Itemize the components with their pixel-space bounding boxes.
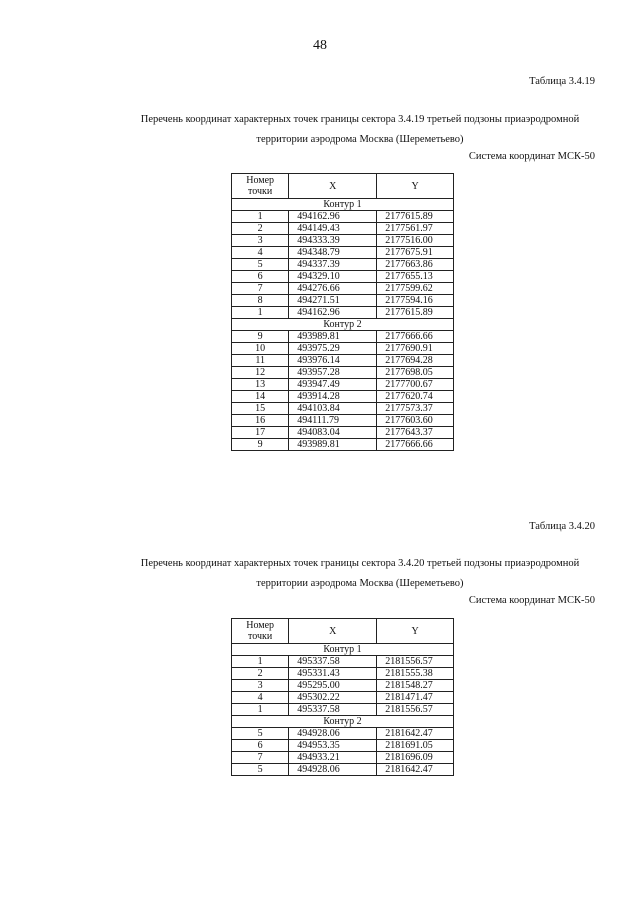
page-number: 48 [313, 38, 327, 53]
table-heading-line2: территории аэродрома Москва (Шереметьево) [256, 134, 464, 145]
y-cell: 2177666.66 [377, 439, 454, 451]
point-number-cell: 1 [232, 656, 289, 668]
table-heading [60, 110, 640, 150]
point-number-cell: 5 [232, 259, 289, 271]
x-cell: 495337.58 [289, 704, 377, 716]
x-cell: 495295.00 [289, 680, 377, 692]
coordinates-table [231, 618, 454, 776]
y-cell: 2177615.89 [377, 307, 454, 319]
x-cell: 494337.39 [289, 259, 377, 271]
point-number-cell: 2 [232, 668, 289, 680]
contour-title: Контур 2 [232, 319, 454, 331]
table-row [232, 379, 454, 391]
table-label: Таблица 3.4.20 [529, 521, 595, 532]
y-cell: 2177675.91 [377, 247, 454, 259]
table-row [232, 415, 454, 427]
y-cell: 2181471.47 [377, 692, 454, 704]
point-number-cell: 3 [232, 680, 289, 692]
point-number-cell: 10 [232, 343, 289, 355]
point-number-cell: 5 [232, 728, 289, 740]
table-row [232, 668, 454, 680]
contour-title: Контур 1 [232, 199, 454, 211]
contour-title-row [232, 716, 454, 728]
x-cell: 494333.39 [289, 235, 377, 247]
table-label: Таблица 3.4.19 [529, 76, 595, 87]
header-y: Y [377, 619, 454, 644]
x-cell: 493975.29 [289, 343, 377, 355]
point-number-cell: 3 [232, 235, 289, 247]
x-cell: 493989.81 [289, 331, 377, 343]
table-row [232, 764, 454, 776]
table-heading [60, 554, 640, 594]
y-cell: 2181696.09 [377, 752, 454, 764]
coordinates-table [231, 173, 454, 451]
y-cell: 2177700.67 [377, 379, 454, 391]
x-cell: 495331.43 [289, 668, 377, 680]
coord-system-label: Система координат МСК-50 [468, 595, 595, 606]
point-number-cell: 17 [232, 427, 289, 439]
header-point-number: Номер точки [232, 619, 289, 644]
table-row [232, 439, 454, 451]
table-row [232, 211, 454, 223]
y-cell: 2181556.57 [377, 704, 454, 716]
x-cell: 493947.49 [289, 379, 377, 391]
y-cell: 2177698.05 [377, 367, 454, 379]
point-number-cell: 1 [232, 307, 289, 319]
x-cell: 493976.14 [289, 355, 377, 367]
y-cell: 2181556.57 [377, 656, 454, 668]
point-number-cell: 2 [232, 223, 289, 235]
header-y: Y [377, 174, 454, 199]
table-row [232, 704, 454, 716]
x-cell: 493957.28 [289, 367, 377, 379]
x-cell: 494149.43 [289, 223, 377, 235]
point-number-cell: 8 [232, 295, 289, 307]
table-row [232, 355, 454, 367]
contour-title-row [232, 319, 454, 331]
y-cell: 2181642.47 [377, 728, 454, 740]
y-cell: 2177666.66 [377, 331, 454, 343]
header-point-number: Номер точки [232, 174, 289, 199]
x-cell: 494953.35 [289, 740, 377, 752]
y-cell: 2177516.00 [377, 235, 454, 247]
table-row [232, 247, 454, 259]
y-cell: 2177655.13 [377, 271, 454, 283]
y-cell: 2181555.38 [377, 668, 454, 680]
y-cell: 2177643.37 [377, 427, 454, 439]
table-row [232, 427, 454, 439]
point-number-cell: 1 [232, 211, 289, 223]
table-heading-line2: территории аэродрома Москва (Шереметьево) [256, 578, 464, 589]
x-cell: 494928.06 [289, 764, 377, 776]
header-x: X [289, 619, 377, 644]
x-cell: 493989.81 [289, 439, 377, 451]
x-cell: 494348.79 [289, 247, 377, 259]
y-cell: 2177603.60 [377, 415, 454, 427]
x-cell: 494111.79 [289, 415, 377, 427]
point-number-cell: 5 [232, 764, 289, 776]
point-number-cell: 9 [232, 331, 289, 343]
y-cell: 2177615.89 [377, 211, 454, 223]
y-cell: 2177663.86 [377, 259, 454, 271]
header-x: X [289, 174, 377, 199]
point-number-cell: 14 [232, 391, 289, 403]
x-cell: 495337.58 [289, 656, 377, 668]
x-cell: 493914.28 [289, 391, 377, 403]
y-cell: 2181642.47 [377, 764, 454, 776]
table-row [232, 656, 454, 668]
y-cell: 2177620.74 [377, 391, 454, 403]
table-row [232, 391, 454, 403]
table-row [232, 271, 454, 283]
table-heading-line1: Перечень координат характерных точек границы сектора 3.4.19 третьей подзоны приаэродромной [140, 114, 580, 125]
x-cell: 495302.22 [289, 692, 377, 704]
point-number-cell: 1 [232, 704, 289, 716]
point-number-cell: 16 [232, 415, 289, 427]
point-number-cell: 9 [232, 439, 289, 451]
x-cell: 494271.51 [289, 295, 377, 307]
table-row [232, 752, 454, 764]
y-cell: 2177561.97 [377, 223, 454, 235]
x-cell: 494083.04 [289, 427, 377, 439]
y-cell: 2177573.37 [377, 403, 454, 415]
point-number-cell: 7 [232, 283, 289, 295]
y-cell: 2177694.28 [377, 355, 454, 367]
table-row [232, 331, 454, 343]
table-heading-line1: Перечень координат характерных точек границы сектора 3.4.20 третьей подзоны приаэродромной [140, 558, 580, 569]
x-cell: 494103.84 [289, 403, 377, 415]
table-row [232, 235, 454, 247]
x-cell: 494276.66 [289, 283, 377, 295]
table-row [232, 307, 454, 319]
table-row [232, 728, 454, 740]
table-row [232, 295, 454, 307]
contour-title-row [232, 644, 454, 656]
point-number-cell: 12 [232, 367, 289, 379]
table-row [232, 692, 454, 704]
table-header-row [232, 619, 454, 644]
table-row [232, 680, 454, 692]
point-number-cell: 11 [232, 355, 289, 367]
point-number-cell: 6 [232, 271, 289, 283]
x-cell: 494162.96 [289, 211, 377, 223]
table-row [232, 367, 454, 379]
table-row [232, 223, 454, 235]
table-header-row [232, 174, 454, 199]
contour-title: Контур 1 [232, 644, 454, 656]
table-row [232, 403, 454, 415]
y-cell: 2181548.27 [377, 680, 454, 692]
table-row [232, 740, 454, 752]
table-row [232, 283, 454, 295]
table-row [232, 343, 454, 355]
contour-title: Контур 2 [232, 716, 454, 728]
y-cell: 2177599.62 [377, 283, 454, 295]
point-number-cell: 4 [232, 247, 289, 259]
point-number-cell: 7 [232, 752, 289, 764]
x-cell: 494329.10 [289, 271, 377, 283]
point-number-cell: 4 [232, 692, 289, 704]
coord-system-label: Система координат МСК-50 [468, 151, 595, 162]
contour-title-row [232, 199, 454, 211]
point-number-cell: 15 [232, 403, 289, 415]
point-number-cell: 6 [232, 740, 289, 752]
x-cell: 494928.06 [289, 728, 377, 740]
y-cell: 2181691.05 [377, 740, 454, 752]
y-cell: 2177594.16 [377, 295, 454, 307]
point-number-cell: 13 [232, 379, 289, 391]
x-cell: 494162.96 [289, 307, 377, 319]
table-row [232, 259, 454, 271]
y-cell: 2177690.91 [377, 343, 454, 355]
x-cell: 494933.21 [289, 752, 377, 764]
